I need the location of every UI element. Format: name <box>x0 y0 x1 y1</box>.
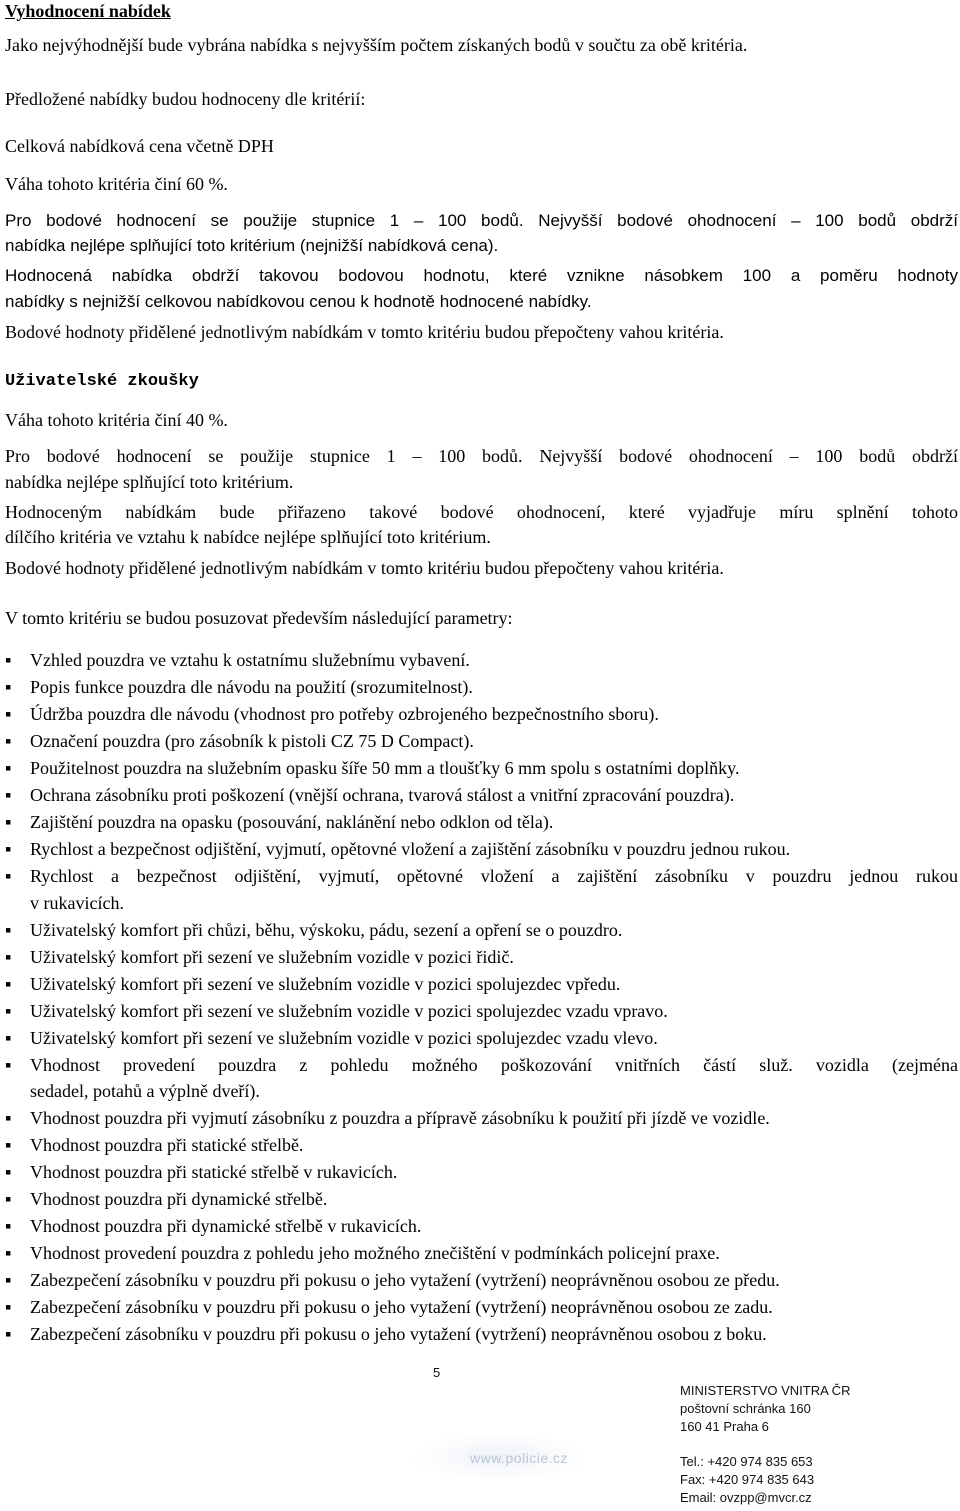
list-item: Popis funkce pouzdra dle návodu na použití (srozumitelnost). <box>30 677 473 697</box>
list-item: Uživatelský komfort při chůzi, běhu, výskoku, pádu, sezení a opření se o pouzdro. <box>30 919 623 940</box>
criterion1-p2-line2: nabídky s nejnižší celkovou nabídkovou cenou k hodnotě hodnocené nabídky. <box>5 292 592 311</box>
list-item: Vhodnost pouzdra při dynamické střelbě. <box>30 1189 328 1210</box>
criterion1-p1-line1: Pro bodové hodnocení se použije stupnice 1 – 100 bodů. Nejvyšší bodové ohodnocení – 100 bodů obdrží <box>5 211 958 230</box>
list-item: Použitelnost pouzdra na služebním opasku šíře 50 mm a tloušťky 6 mm spolu s ostatními doplňky. <box>30 758 740 778</box>
bullet-icon: ▪ <box>5 785 12 805</box>
params-intro: V tomto kritériu se budou posuzovat především následující parametry: <box>5 608 513 628</box>
bullet-icon: ▪ <box>5 1162 12 1183</box>
footer-contact <box>680 1382 850 1507</box>
bullet-icon: ▪ <box>5 839 12 859</box>
bullet-icon: ▪ <box>5 1000 12 1021</box>
bullet-icon: ▪ <box>5 1324 12 1345</box>
bullet-icon: ▪ <box>5 758 12 778</box>
list-item: Vhodnost pouzdra při statické střelbě v rukavicích. <box>30 1162 398 1183</box>
list-item: Zajištění pouzdra na opasku (posouvání, naklánění nebo odklon od těla). <box>30 812 554 832</box>
bullet-icon: ▪ <box>5 1216 12 1237</box>
list-item: Uživatelský komfort při sezení ve služebním vozidle v pozici spolujezdec vzadu vlevo. <box>30 1027 658 1048</box>
list-item: Zabezpečení zásobníku v pouzdru při pokusu o jeho vytažení (vytržení) neoprávněnou osobou z boku. <box>30 1324 767 1345</box>
footer-fax: Fax: +420 974 835 643 <box>680 1472 815 1487</box>
bullet-icon: ▪ <box>5 731 12 751</box>
bullet-icon: ▪ <box>5 1270 12 1291</box>
footer-city: 160 41 Praha 6 <box>680 1419 769 1434</box>
watermark-url: www.policie.cz <box>470 1450 569 1466</box>
bullet-icon: ▪ <box>5 650 12 670</box>
criterion1-p1-line2: nabídka nejlépe splňující toto kritérium (nejnižší nabídková cena). <box>5 236 499 255</box>
criterion2-p2-line2: dílčího kritéria ve vztahu k nabídce nejlépe splňující toto kritérium. <box>5 527 491 547</box>
bullet-icon: ▪ <box>5 677 12 697</box>
criterion2-p2-line1: Hodnoceným nabídkám bude přiřazeno takové bodové ohodnocení, které vyjadřuje míru splnění tohoto <box>5 502 958 522</box>
criterion1-p2-line1: Hodnocená nabídka obdrží takovou bodovou hodnotu, které vznikne násobkem 100 a poměru hodnoty <box>5 266 958 285</box>
footer-org: MINISTERSTVO VNITRA ČR <box>680 1383 851 1398</box>
list-item: Údržba pouzdra dle návodu (vhodnost pro potřeby ozbrojeného bezpečnostního sboru). <box>30 704 659 724</box>
criterion2-p3: Bodové hodnoty přidělené jednotlivým nabídkám v tomto kritériu budou přepočteny vahou kritéria. <box>5 558 724 578</box>
bullet-icon: ▪ <box>5 1108 12 1129</box>
criterion1-title: Celková nabídková cena včetně DPH <box>5 136 274 156</box>
criterion2-p1-line1: Pro bodové hodnocení se použije stupnice 1 – 100 bodů. Nejvyšší bodové ohodnocení – 100 bodů obdrží <box>5 446 958 466</box>
footer-tel: Tel.: +420 974 835 653 <box>680 1454 813 1469</box>
list-item: sedadel, potahů a výplně dveří). <box>30 1081 260 1102</box>
list-item: Vhodnost provedení pouzdra z pohledu jeho možného znečištění v podmínkách policejní praxe. <box>30 1243 720 1264</box>
bullet-icon: ▪ <box>5 1297 12 1318</box>
list-item: Uživatelský komfort při sezení ve služebním vozidle v pozici spolujezdec vpředu. <box>30 973 621 994</box>
list-item: Ochrana zásobníku proti poškození (vnější ochrana, tvarová stálost a vnitřní zpracování pouzdra). <box>30 785 735 805</box>
bullet-icon: ▪ <box>5 866 12 886</box>
intro-text: Jako nejvýhodnější bude vybrána nabídka s nejvyšším počtem získaných bodů v součtu za obě kritéria. <box>5 35 748 55</box>
bullet-icon: ▪ <box>5 1054 12 1075</box>
list-item: Vzhled pouzdra ve vztahu k ostatnímu služebnímu vybavení. <box>30 650 470 670</box>
criterion2-weight: Váha tohoto kritéria činí 40 %. <box>5 410 228 430</box>
footer-pobox: poštovní schránka 160 <box>680 1401 811 1416</box>
list-item: Uživatelský komfort při sezení ve služebním vozidle v pozici řidič. <box>30 946 514 967</box>
list-item: Vhodnost pouzdra při dynamické střelbě v rukavicích. <box>30 1216 422 1237</box>
page-number: 5 <box>433 1365 441 1380</box>
criterion2-title: Uživatelské zkoušky <box>5 372 199 391</box>
bullet-icon: ▪ <box>5 973 12 994</box>
list-item: Vhodnost pouzdra při statické střelbě. <box>30 1135 304 1156</box>
bullet-icon: ▪ <box>5 1243 12 1264</box>
list-item: Označení pouzdra (pro zásobník k pistoli CZ 75 D Compact). <box>30 731 474 751</box>
bullet-icon: ▪ <box>5 1027 12 1048</box>
heading: Vyhodnocení nabídek <box>5 1 171 21</box>
bullet-icon: ▪ <box>5 1135 12 1156</box>
bullet-icon: ▪ <box>5 704 12 724</box>
criterion1-p3: Bodové hodnoty přidělené jednotlivým nabídkám v tomto kritériu budou přepočteny vahou kritéria. <box>5 322 724 342</box>
bullet-icon: ▪ <box>5 919 12 940</box>
list-item: Vhodnost provedení pouzdra z pohledu možného poškozování vnitřních částí služ. vozidla (zejména <box>30 1054 958 1075</box>
list-item: Rychlost a bezpečnost odjištění, vyjmutí, opětovné vložení a zajištění zásobníku v pouzdru jednou rukou. <box>30 839 791 859</box>
list-item: v rukavicích. <box>30 892 124 913</box>
criteria-intro: Předložené nabídky budou hodnoceny dle kritérií: <box>5 89 366 109</box>
bullet-icon: ▪ <box>5 1189 12 1210</box>
bullet-icon: ▪ <box>5 812 12 832</box>
list-item: Vhodnost pouzdra při vyjmutí zásobníku z pouzdra a přípravě zásobníku k použití při jízdě ve vozidle. <box>30 1108 770 1129</box>
list-item: Zabezpečení zásobníku v pouzdru při pokusu o jeho vytažení (vytržení) neoprávněnou osobou ze předu. <box>30 1270 780 1291</box>
list-item: Zabezpečení zásobníku v pouzdru při pokusu o jeho vytažení (vytržení) neoprávněnou osobou ze zadu. <box>30 1297 773 1318</box>
list-item: Rychlost a bezpečnost odjištění, vyjmutí, opětovné vložení a zajištění zásobníku v pouzdru jednou rukou <box>30 866 958 886</box>
footer-email[interactable]: Email: ovzpp@mvcr.cz <box>680 1490 812 1505</box>
criterion2-p1-line2: nabídka nejlépe splňující toto kritérium. <box>5 472 294 492</box>
criterion1-weight: Váha tohoto kritéria činí 60 %. <box>5 174 228 194</box>
list-item: Uživatelský komfort při sezení ve služebním vozidle v pozici spolujezdec vzadu vpravo. <box>30 1000 668 1021</box>
bullet-icon: ▪ <box>5 946 12 967</box>
